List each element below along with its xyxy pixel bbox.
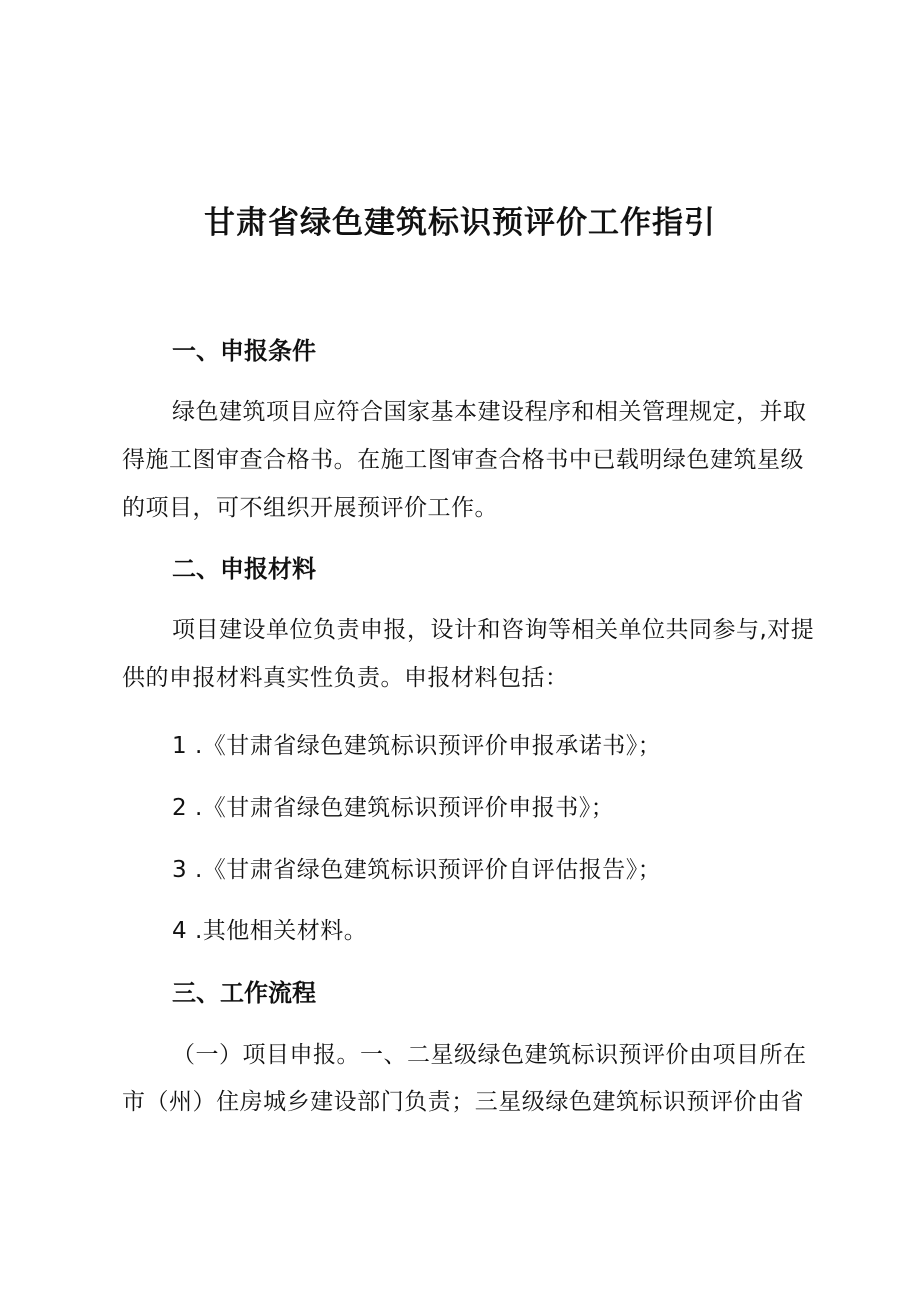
section-heading-application-materials: 二、申报材料 (172, 555, 316, 583)
paragraph-line: （一）项目申报。一、二星级绿色建筑标识预评价由项目所在 (172, 1042, 807, 1068)
section-heading-workflow: 三、工作流程 (172, 979, 316, 1007)
paragraph-line: 项目建设单位负责申报，设计和咨询等相关单位共同参与,对提 (172, 617, 815, 643)
paragraph-line: 得施工图审查合格书。在施工图审查合格书中已载明绿色建筑星级 (122, 447, 804, 473)
list-item: 4 .其他相关材料。 (172, 918, 368, 944)
paragraph-line: 绿色建筑项目应符合国家基本建设程序和相关管理规定，并取 (172, 399, 807, 425)
list-item: 2 .《甘肃省绿色建筑标识预评价申报书》； (172, 795, 615, 821)
list-item: 3 .《甘肃省绿色建筑标识预评价自评估报告》； (172, 857, 662, 883)
paragraph-line: 的项目，可不组织开展预评价工作。 (122, 495, 498, 521)
section-heading-application-conditions: 一、申报条件 (172, 337, 316, 365)
list-item: 1 .《甘肃省绿色建筑标识预评价申报承诺书》； (172, 733, 662, 759)
paragraph-line: 市（州）住房城乡建设部门负责；三星级绿色建筑标识预评价由省 (122, 1089, 804, 1115)
document-title: 甘肃省绿色建筑标识预评价工作指引 (204, 205, 716, 241)
paragraph-line: 供的申报材料真实性负责。申报材料包括： (122, 665, 569, 691)
